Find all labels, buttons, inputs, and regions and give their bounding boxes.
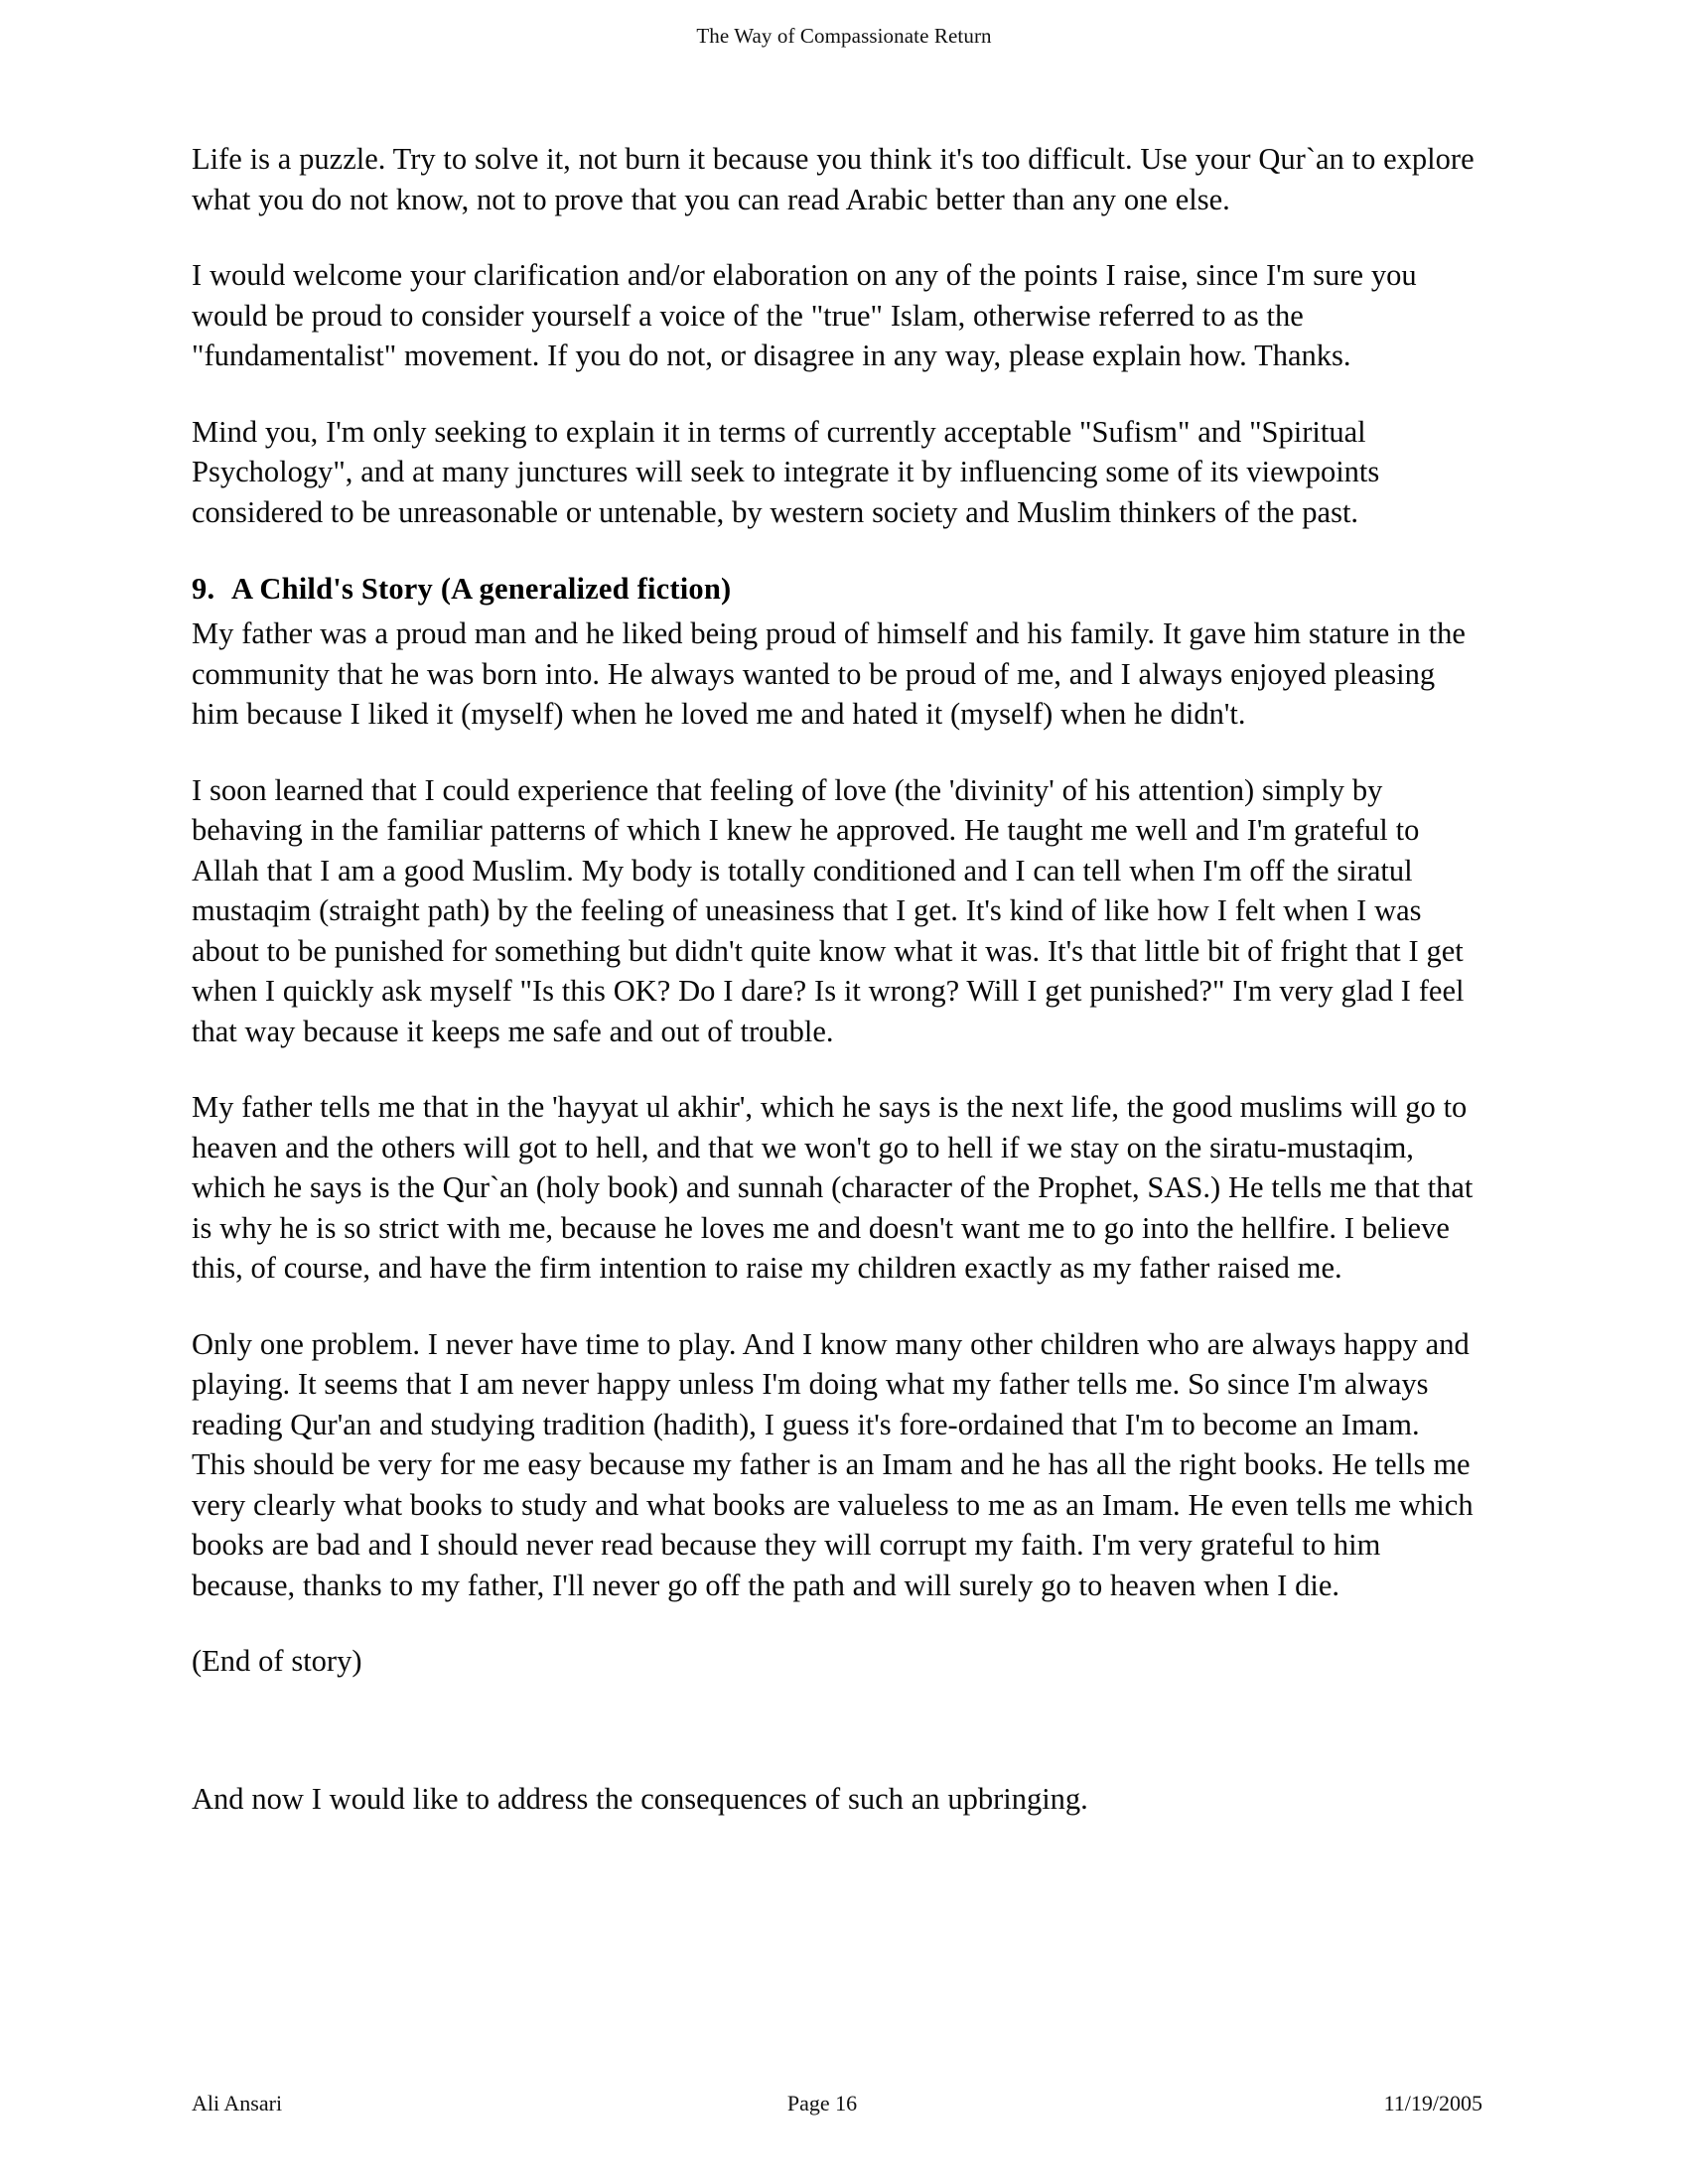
paragraph: I would welcome your clarification and/or elaboration on any of the points I raise, since I'm sure you would be proud to consider yourself a voice of the "true" Islam, otherwise referred to as the "fundamentalist" movement. If you do not, or disagree in any way, please explain how. Thanks. <box>192 258 1417 372</box>
section-heading <box>192 568 1478 610</box>
vertical-spacer <box>192 1717 1478 1779</box>
page-content <box>192 139 1478 1854</box>
paragraph: Mind you, I'm only seeking to explain it in terms of currently acceptable "Sufism" and "Spiritual Psychology", and at many junctures will seek to integrate it by influencing some of its viewpoints considered to be unreasonable or untenable, by western society and Muslim thinkers of the past. <box>192 414 1380 529</box>
footer-page-number: Page 16 <box>786 2091 858 2116</box>
footer-date: 11/19/2005 <box>1383 2091 1482 2116</box>
section-number: 9. <box>192 572 215 606</box>
closing-paragraph: And now I would like to address the consequences of such an upbringing. <box>192 1781 1088 1816</box>
page-footer <box>192 2091 1482 2116</box>
footer-author: Ali Ansari <box>192 2091 283 2116</box>
running-head: The Way of Compassionate Return <box>696 24 992 48</box>
paragraph: I soon learned that I could experience that feeling of love (the 'divinity' of his attention) simply by behaving in the familiar patterns of which I knew he approved. He taught me well and I'm grateful to Allah that I am a good Muslim. My body is totally conditioned and I can tell when I'm off the siratul mustaqim (straight path) by the feeling of uneasiness that I get. It's kind of like how I felt when I was about to be punished for something but didn't quite know what it was. It's that little bit of fright that I get when I quickly ask myself "Is this OK? Do I dare? Is it wrong? Will I get punished?" I'm very glad I feel that way because it keeps me safe and out of trouble. <box>192 772 1465 1048</box>
paragraph: My father tells me that in the 'hayyat ul akhir', which he says is the next life, the good muslims will go to heaven and the others will got to hell, and that we won't go to hell if we stay on the siratu-mustaqim, which he says is the Qur`an (holy book) and sunnah (character of the Prophet, SAS.) He tells me that that is why he is so strict with me, because he loves me and doesn't want me to go into the hellfire. I believe this, of course, and have the firm intention to raise my children exactly as my father raised me. <box>192 1090 1474 1285</box>
end-of-story-marker: (End of story) <box>192 1644 362 1678</box>
paragraph: Only one problem. I never have time to play. And I know many other children who are always happy and playing. It seems that I am never happy unless I'm doing what my father tells me. So since I'm always reading Qur'an and studying tradition (hadith), I guess it's fore-ordained that I'm to become an Imam. This should be very for me easy because my father is an Imam and he has all the right books. He tells me very clearly what books to study and what books are valueless to me as an Imam. He even tells me which books are bad and I should never read because they will corrupt my faith. I'm very grateful to him because, thanks to my father, I'll never go off the path and will surely go to heaven when I die. <box>192 1326 1474 1602</box>
section-title: A Child's Story (A generalized fiction) <box>231 572 732 606</box>
paragraph: Life is a puzzle. Try to solve it, not burn it because you think it's too difficult. Use your Qur`an to explore what you do not know, not to prove that you can read Arabic better than any one else. <box>192 142 1475 216</box>
paragraph: My father was a proud man and he liked being proud of himself and his family. It gave him stature in the community that he was born into. He always wanted to be proud of me, and I always enjoyed pleasing him because I liked it (myself) when he loved me and hated it (myself) when he didn't. <box>192 616 1466 731</box>
